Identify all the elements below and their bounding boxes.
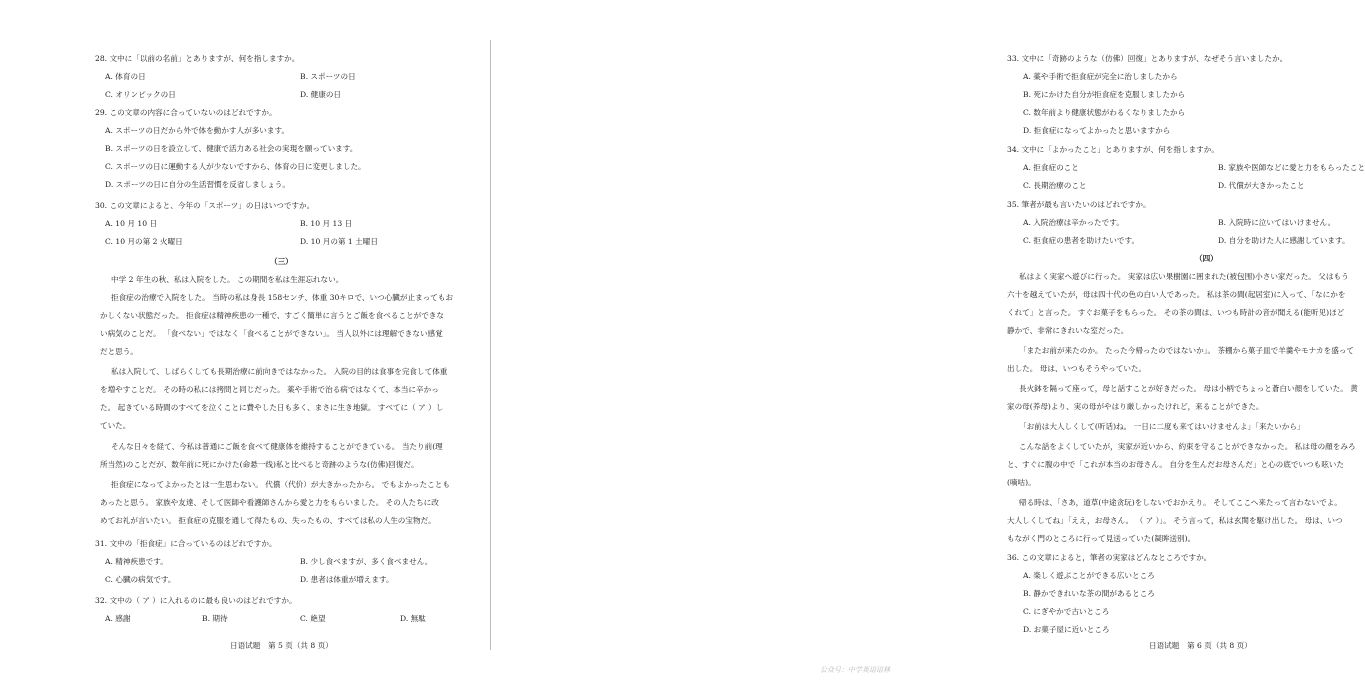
passage-line: を増やすことだ。 その時の私には拷問と同じだった。 薬や手術で治る病ではなくて、本当に辛かっ <box>100 385 439 394</box>
option: B. 期待 <box>202 614 228 623</box>
passage-line: 静かで、非常にきれいな室だった。 <box>1007 326 1129 335</box>
passage-line: 長火鉢を隔って座って，母と話すことが好きだった。 母は小柄でちょっと蒼白い顔をしていた。 黄 <box>1019 384 1358 393</box>
option: B. 入院時に泣いてはいけません。 <box>1218 218 1336 227</box>
passage-line: ていた。 <box>100 421 131 430</box>
passage-line: 出した。 母は、いつもそうやっていた。 <box>1007 364 1147 373</box>
option: A. 拒食症のこと <box>1023 163 1079 172</box>
option: B. 少し食べますが、多く食べません。 <box>300 557 433 566</box>
option: C. オリンピックの日 <box>105 90 176 99</box>
option: B. スポーツの日 <box>300 72 356 81</box>
option: C. 10 月の第 2 火曜日 <box>105 237 183 246</box>
option: A. 入院治療は辛かったです。 <box>1023 218 1124 227</box>
option: C. 数年前より健康状態がわるくなりましたから <box>1023 108 1186 117</box>
option: A. 体育の日 <box>105 72 146 81</box>
option: C. 長期治療のこと <box>1023 181 1087 190</box>
passage-line: かしくない状態だった。 拒食症は精神疾患の一種で、すごく簡単に言うとご飯を食べることができな <box>100 311 444 320</box>
left-page <box>0 0 490 688</box>
question-29: 29. この文章の内容に合っていないのはどれですか。 <box>95 108 277 117</box>
question-28: 28. 文中に「以前の名前」とありますが、何を指しますか。 <box>95 54 300 63</box>
question-31: 31. 文中の「拒食症」に合っているのはどれですか。 <box>95 539 277 548</box>
passage-line: 大人しくしてね」「ええ，お母さん。 （ ア ）」。 そう言って，私は玄関を駆け出した。 母は、いつ <box>1007 516 1343 525</box>
passage-line: 私は入院して、しばらくしても長期治療に前向きではなかった。 入院の目的は食事を完食して体重 <box>111 367 448 376</box>
option: B. 死にかけた自分が拒食症を克服しましたから <box>1023 90 1186 99</box>
passage-line: 帰る時は、「さあ，道草(中途贪玩)をしないでおかえり。 そしてここへ来たって言わないでよ。 <box>1019 498 1342 507</box>
option: B. スポーツの日を設立して、健康で活力ある社会の実現を願っています。 <box>105 144 358 153</box>
section-title: （四） <box>1195 254 1218 263</box>
option: B. 静かできれいな茶の間があるところ <box>1023 589 1155 598</box>
option: D. 拒食症になってよかったと思いますから <box>1023 126 1171 135</box>
option: C. 絶望 <box>300 614 326 623</box>
option: D. 代償が大きかったこと <box>1218 181 1305 190</box>
passage-line: 拒食症の治療で入院をした。 当時の私は身長 158センチ、体重 30キロで、いつ心臓が止まってもお <box>111 293 454 302</box>
passage-line: 私はよく実家へ遊びに行った。 実家は広い果樹園に囲まれた(被包围)小さい家だった。 父はもう <box>1019 272 1349 281</box>
option: A. 薬や手術で拒食症が完全に治しましたから <box>1023 72 1178 81</box>
passage-line: 家の母(养母)より、実の母がやはり厳しかったけれど，来ることができた。 <box>1007 402 1264 411</box>
option: D. 無駄 <box>400 614 426 623</box>
right-page <box>492 0 1365 688</box>
option: D. 自分を助けた人に感謝しています。 <box>1218 236 1350 245</box>
option: D. 健康の日 <box>300 90 342 99</box>
passage-line: もながく門のところに行って見送っていた(凝眸送别)。 <box>1007 534 1196 543</box>
option: A. 感謝 <box>105 614 131 623</box>
option: A. 精神疾患です。 <box>105 557 168 566</box>
page-footer: 日语试题 第 5 页（共 8 页） <box>230 641 333 650</box>
option: A. 10 月 10 日 <box>105 219 158 228</box>
watermark: 公众号：中学英语语林 <box>820 666 890 674</box>
question-34: 34. 文中に「よかったこと」とありますが、何を指しますか。 <box>1007 145 1219 154</box>
option: D. 患者は体重が増えます。 <box>300 575 394 584</box>
passage-line: た。 起きている時間のすべてを泣くことに費やした日も多く、まさに生き地獄。 すべてに（ ア ）し <box>100 403 444 412</box>
passage-line: くれて」と言った。 すぐお菓子をもらった。 その茶の間は、いつも時計の音が聞える(能听见)ほど <box>1007 308 1345 317</box>
question-36: 36. この文章によると，筆者の実家はどんなところですか。 <box>1007 553 1212 562</box>
passage-line: めてお礼が言いたい。 拒食症の克服を通して得たもの、失ったもの、すべては私の人生の宝物だ。 <box>100 516 436 525</box>
question-32: 32. 文中の（ ア ）に入れるのに最も良いのはどれですか。 <box>95 596 297 605</box>
question-35: 35. 筆者が最も言いたいのはどれですか。 <box>1007 200 1151 209</box>
option: B. 10 月 13 日 <box>300 219 353 228</box>
option: C. 心臓の病気です。 <box>105 575 176 584</box>
option: C. 拒食症の患者を助けたいです。 <box>1023 236 1140 245</box>
option: D. お菓子屋に近いところ <box>1023 625 1110 634</box>
option: A. スポーツの日だから外で体を動かす人が多います。 <box>105 126 290 135</box>
passage-line: あったと思う。 家族や友達、そして医師や看護師さんから愛と力をもらいました。 その人たちに改 <box>100 498 439 507</box>
page-footer: 日语试题 第 6 页（共 8 页） <box>1149 641 1252 650</box>
option: A. 楽しく遊ぶことができる広いところ <box>1023 571 1155 580</box>
passage-line: こんな話をよくしていたが，実家が近いから、約束を守ることができなかった。 私は母の顔をみろ <box>1019 442 1356 451</box>
question-30: 30. この文章によると、今年の「スポーツ」の日はいつですか。 <box>95 201 315 210</box>
passage-line: 「またお前が来たのか。 たった今帰ったのではないか」。 茶棚から菓子皿で羊羹やモナカを盛って <box>1019 346 1354 355</box>
option: D. スポーツの日に自分の生活習慣を反省しましょう。 <box>105 180 290 189</box>
question-33: 33. 文中に「奇跡のような（仿佛）回復」とありますが、なぜそう言いましたか。 <box>1007 54 1288 63</box>
section-title: （三） <box>270 257 293 266</box>
option: D. 10 月の第 1 土曜日 <box>300 237 378 246</box>
passage-line: (嘀咕)。 <box>1007 478 1036 487</box>
passage-line: だと思う。 <box>100 347 138 356</box>
passage-line: 拒食症になってよかったとは一生思わない。 代償（代价）が大きかったから。 でもよかったことも <box>111 480 450 489</box>
passage-line: と、すぐに腹の中で「これが本当のお母さん。 自分を生んだお母さんだ」と心の底でいつも呟いた <box>1007 460 1344 469</box>
passage-line: そんな日々を経て、今私は普通にご飯を食べて健康体を維持することができている。 当たり前(理 <box>111 442 443 451</box>
passage-line: い病気のことだ。 「食べない」ではなく「食べることができない」。 当人以外には理解できない感覚 <box>100 329 443 338</box>
passage-line: 六十を越えていたが，母は四十代の色の白い人であった。 私は茶の間(起居室)に入って、「なにかを <box>1007 290 1346 299</box>
option: C. にぎやかで古いところ <box>1023 607 1110 616</box>
passage-line: 中学 2 年生の秋、私は入院をした。 この期間を私は生涯忘れない。 <box>111 275 344 284</box>
passage-line: 「お前は大人しくして(听话)ね。 一日に二度も来てはいけませんよ」「来たいから」 <box>1019 422 1305 431</box>
column-divider <box>490 40 491 650</box>
passage-line: 所当然)のことだが、数年前に死にかけた(命悬一线)私と比べると奇跡のような(仿佛)回復だ。 <box>100 460 419 469</box>
option: C. スポーツの日に運動する人が少ないですから、体育の日に変更しました。 <box>105 162 366 171</box>
option: B. 家族や医師などに愛と力をもらったこと <box>1218 163 1365 172</box>
